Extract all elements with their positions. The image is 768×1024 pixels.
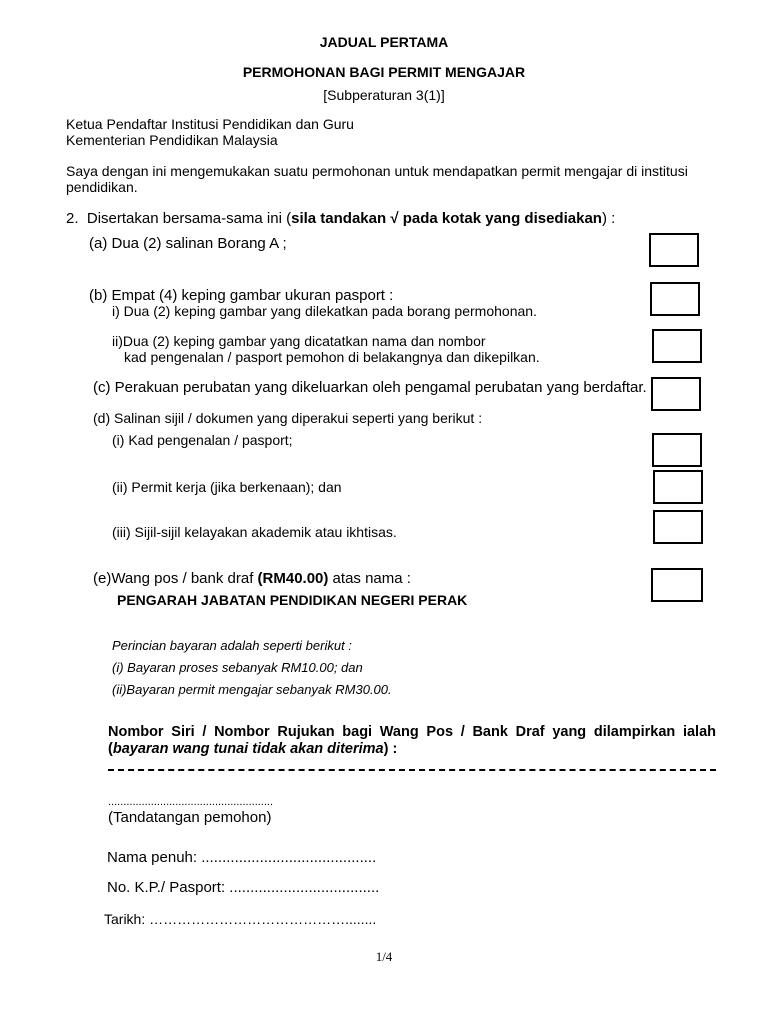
regulation-reference: [Subperaturan 3(1)]: [323, 87, 445, 103]
reference-instruction: Nombor Siri / Nombor Rujukan bagi Wang Pos / Bank Draf yang dilampirkan ialah: [108, 724, 716, 740]
item-d-text: (d) Salinan sijil / dokumen yang diperakui seperti yang berikut :: [93, 410, 483, 426]
item-e-lead: (e)Wang pos / bank draf: [93, 570, 258, 587]
payment-details-line-2: (ii)Bayaran permit mengajar sebanyak RM30.00.: [112, 682, 392, 697]
item-e-text: [93, 570, 411, 587]
item-d-iii-text: (iii) Sijil-sijil kelayakan akademik atau ikhtisas.: [112, 524, 397, 540]
item-e-tail: atas nama :: [328, 570, 411, 587]
item-a-checkbox[interactable]: [649, 233, 699, 267]
section-2-tail: ) :: [601, 210, 616, 227]
reference-note-open: (: [108, 741, 113, 757]
item-c-text: (c) Perakuan perubatan yang dikeluarkan oleh pengamal perubatan yang berdaftar.: [93, 379, 647, 396]
item-b-i-text: i) Dua (2) keping gambar yang dilekatkan pada borang permohonan.: [112, 303, 537, 319]
signature-line[interactable]: ......................................................: [108, 796, 274, 808]
item-a-text: (a) Dua (2) salinan Borang A ;: [89, 235, 287, 252]
item-d-ii-checkbox[interactable]: [653, 470, 703, 504]
item-d-i-text: (i) Kad pengenalan / pasport;: [112, 432, 293, 448]
section-2-lead: Disertakan bersama-sama ini (: [86, 210, 292, 227]
full-name-field[interactable]: Nama penuh: ..........................................: [107, 849, 377, 866]
addressee-line-1: Ketua Pendaftar Institusi Pendidikan dan Guru: [66, 116, 354, 132]
reference-note: [108, 741, 397, 757]
intro-line-1: Saya dengan ini mengemukakan suatu permohonan untuk mendapatkan permit mengajar di institusi: [66, 163, 688, 179]
payee-name: PENGARAH JABATAN PENDIDIKAN NEGERI PERAK: [117, 592, 468, 608]
item-e-checkbox[interactable]: [651, 568, 703, 602]
item-b-text: (b) Empat (4) keping gambar ukuran pasport :: [89, 287, 394, 304]
item-e-amount: (RM40.00): [257, 570, 329, 587]
section-2-number: 2.: [66, 210, 79, 227]
document-subtitle: PERMOHONAN BAGI PERMIT MENGAJAR: [242, 64, 526, 80]
date-field[interactable]: Tarikh: ……………………………………........: [104, 911, 377, 927]
document-title: JADUAL PERTAMA: [319, 34, 449, 50]
item-c-checkbox[interactable]: [651, 377, 701, 411]
item-d-iii-checkbox[interactable]: [653, 510, 703, 544]
ic-passport-field[interactable]: No. K.P./ Pasport: ....................................: [107, 879, 380, 896]
reference-note-close: ) :: [383, 741, 398, 757]
reference-note-cash-warning: bayaran wang tunai tidak akan diterima: [112, 741, 384, 757]
section-2-heading: [66, 210, 615, 227]
page-number: 1/4: [375, 949, 393, 964]
item-b-ii-text-line-1: ii)Dua (2) keping gambar yang dicatatkan nama dan nombor: [112, 333, 486, 349]
addressee-line-2: Kementerian Pendidikan Malaysia: [66, 132, 278, 148]
reference-number-line[interactable]: [108, 769, 716, 771]
item-b-ii-checkbox[interactable]: [652, 329, 702, 363]
item-d-i-checkbox[interactable]: [652, 433, 702, 467]
payment-details-heading: Perincian bayaran adalah seperti berikut :: [112, 638, 352, 653]
item-b-i-checkbox[interactable]: [650, 282, 700, 316]
intro-line-2: pendidikan.: [66, 179, 138, 195]
payment-details-line-1: (i) Bayaran proses sebanyak RM10.00; dan: [112, 660, 363, 675]
item-b-ii-text-line-2: kad pengenalan / pasport pemohon di belakangnya dan dikepilkan.: [124, 349, 540, 365]
item-d-ii-text: (ii) Permit kerja (jika berkenaan); dan: [112, 479, 342, 495]
signature-label: (Tandatangan pemohon): [108, 809, 272, 826]
section-2-instruction: sila tandakan √ pada kotak yang disediakan: [291, 210, 602, 227]
